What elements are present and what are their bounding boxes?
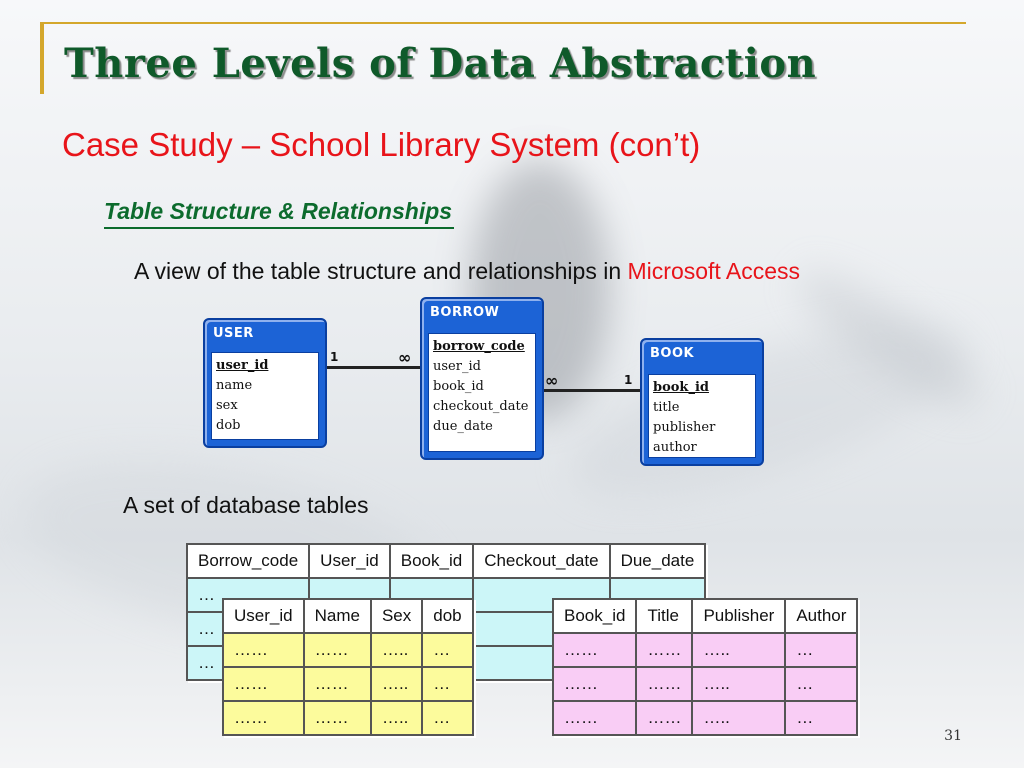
column-header: Title — [636, 599, 692, 633]
access-field: author — [653, 440, 697, 455]
column-header: Checkout_date — [473, 544, 609, 578]
access-field-list — [211, 352, 319, 440]
tables-description: A set of database tables — [123, 492, 369, 518]
column-header: Book_id — [390, 544, 473, 578]
table-cell: ….. — [371, 667, 422, 701]
table-cell: … — [422, 633, 472, 667]
table-cell: …… — [636, 701, 692, 735]
column-header: dob — [422, 599, 472, 633]
table-header-row — [553, 599, 857, 633]
access-field: publisher — [653, 420, 716, 435]
column-header: Book_id — [553, 599, 636, 633]
access-table-user[interactable] — [203, 318, 327, 448]
access-table-borrow[interactable] — [420, 297, 544, 460]
table-cell: … — [785, 667, 857, 701]
section-heading: Table Structure & Relationships — [104, 198, 454, 229]
relationship-one-label: 1 — [330, 350, 339, 364]
table-row — [553, 633, 857, 667]
book-table — [552, 598, 858, 736]
user-table — [222, 598, 474, 736]
relationship-many-label: ∞ — [545, 371, 559, 390]
column-header: Borrow_code — [187, 544, 309, 578]
table-row — [223, 633, 473, 667]
column-header: Author — [785, 599, 857, 633]
access-field: borrow_code — [433, 339, 525, 354]
slide-subtitle: Case Study – School Library System (con’t) — [62, 126, 701, 163]
table-cell: … — [187, 612, 309, 646]
table-cell: ….. — [371, 701, 422, 735]
access-table-book[interactable] — [640, 338, 764, 466]
table-cell: …… — [223, 667, 304, 701]
table-cell: ….. — [692, 701, 785, 735]
table-cell: ….. — [692, 633, 785, 667]
table-cell: …… — [304, 633, 371, 667]
table-cell: …… — [636, 633, 692, 667]
access-field: dob — [216, 418, 241, 433]
slide-title: Three Levels of Data Abstraction — [64, 40, 817, 87]
table-cell: …… — [223, 633, 304, 667]
table-row — [223, 667, 473, 701]
table-cell: …… — [223, 701, 304, 735]
access-field: title — [653, 400, 680, 415]
table-cell: …… — [553, 701, 636, 735]
access-table-name: BOOK — [650, 346, 695, 361]
access-field: checkout_date — [433, 399, 529, 414]
table-row — [223, 701, 473, 735]
table-cell: ….. — [371, 633, 422, 667]
access-field: name — [216, 378, 253, 393]
table-cell: …… — [636, 667, 692, 701]
column-header: User_id — [309, 544, 390, 578]
table-cell: ….. — [692, 667, 785, 701]
table-cell: …… — [553, 667, 636, 701]
column-header: Due_date — [610, 544, 706, 578]
access-field: due_date — [433, 419, 493, 434]
column-header: Sex — [371, 599, 422, 633]
access-field: user_id — [216, 358, 269, 373]
access-field-list — [648, 374, 756, 458]
access-field: user_id — [433, 359, 481, 374]
access-description — [134, 258, 800, 285]
table-row — [553, 701, 857, 735]
table-cell: … — [785, 701, 857, 735]
access-table-name: BORROW — [430, 305, 500, 320]
access-field: book_id — [433, 379, 484, 394]
relationship-one-label: 1 — [624, 373, 633, 387]
table-cell: … — [422, 667, 472, 701]
table-header-row — [187, 544, 705, 578]
table-cell: … — [785, 633, 857, 667]
access-field: book_id — [653, 380, 709, 395]
background-shape — [552, 288, 989, 532]
table-cell: …… — [304, 667, 371, 701]
page-number: 31 — [944, 728, 962, 744]
table-header-row — [223, 599, 473, 633]
table-cell: … — [422, 701, 472, 735]
relationship-many-label: ∞ — [398, 348, 412, 367]
access-field: sex — [216, 398, 238, 413]
table-cell: … — [187, 646, 309, 680]
table-row — [553, 667, 857, 701]
table-cell: …… — [304, 701, 371, 735]
access-field-list — [428, 333, 536, 452]
column-header: Name — [304, 599, 371, 633]
table-cell: …… — [553, 633, 636, 667]
access-description-text: A view of the table structure and relationships in — [134, 258, 628, 284]
access-highlight: Microsoft Access — [627, 258, 801, 284]
column-header: User_id — [223, 599, 304, 633]
access-table-name: USER — [213, 326, 254, 341]
table-cell: … — [187, 578, 309, 612]
column-header: Publisher — [692, 599, 785, 633]
